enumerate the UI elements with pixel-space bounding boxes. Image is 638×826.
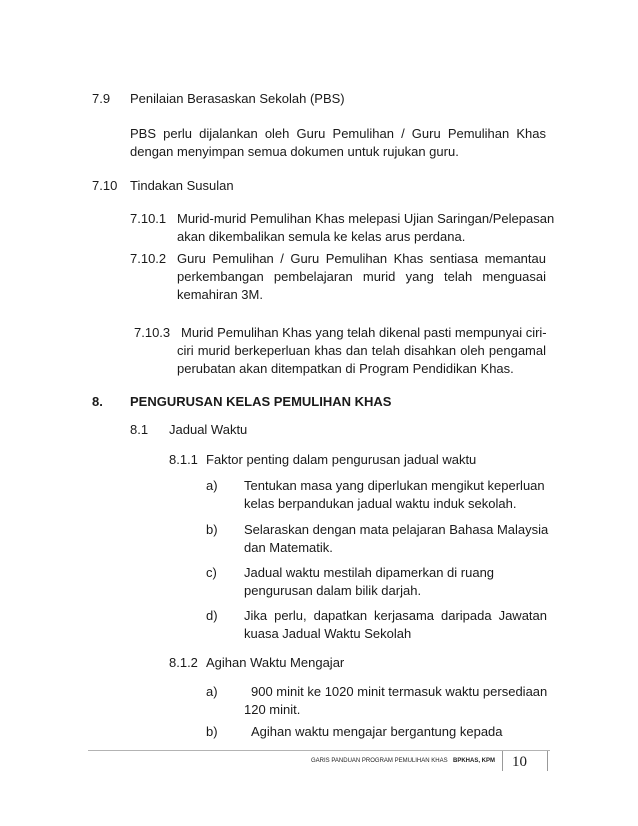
footer-text: GARIS PANDUAN PROGRAM PEMULIHAN KHAS: [311, 758, 448, 764]
list-label: a): [206, 684, 218, 699]
list-item-line: Jadual waktu mestilah dipamerkan di ruang: [244, 565, 495, 580]
list-item-line: 900 minit ke 1020 minit termasuk waktu persediaan: [251, 684, 548, 699]
paragraph-line: PBS perlu dijalankan oleh Guru Pemulihan / Guru Pemulihan Khas: [130, 126, 546, 141]
paragraph-line: Guru Pemulihan / Guru Pemulihan Khas sentiasa memantau: [177, 251, 546, 266]
paragraph-line: kemahiran 3M.: [177, 287, 263, 302]
footer-rule: [88, 750, 550, 751]
footer-org: BPKHAS, KPM: [453, 758, 496, 764]
item-number: 7.10.3: [134, 325, 171, 340]
section-number: 7.10: [92, 178, 118, 193]
list-item-line: Tentukan masa yang diperlukan mengikut keperluan: [244, 478, 545, 493]
list-item-line: pengurusan dalam bilik darjah.: [244, 583, 422, 598]
subsection-number: 8.1.1: [169, 452, 198, 467]
subsection-title: Faktor penting dalam pengurusan jadual waktu: [206, 452, 477, 467]
list-label: a): [206, 478, 218, 493]
section-number: 8.: [92, 394, 103, 409]
subsection-number: 8.1.2: [169, 655, 198, 670]
list-label: d): [206, 608, 218, 623]
item-number: 7.10.1: [130, 211, 167, 226]
list-label: b): [206, 522, 218, 537]
list-item-line: kuasa Jadual Waktu Sekolah: [244, 626, 412, 641]
list-label: b): [206, 724, 218, 739]
subsection-title: Agihan Waktu Mengajar: [206, 655, 345, 670]
item-number: 7.10.2: [130, 251, 167, 266]
footer-divider: [547, 751, 548, 771]
subsection-number: 8.1: [130, 422, 149, 437]
list-item-line: Agihan waktu mengajar bergantung kepada: [251, 724, 503, 739]
paragraph-line: dengan menyimpan semua dokumen untuk rujukan guru.: [130, 144, 459, 159]
list-label: c): [206, 565, 217, 580]
subsection-title: Jadual Waktu: [169, 422, 248, 437]
list-item-line: kelas berpandukan jadual waktu induk sekolah.: [244, 496, 517, 511]
footer-divider: [502, 751, 503, 771]
section-number: 7.9: [92, 91, 111, 106]
section-title: Tindakan Susulan: [130, 178, 234, 193]
list-item-line: Jika perlu, dapatkan kerjasama daripada Jawatan: [244, 608, 547, 623]
paragraph-line: Murid-murid Pemulihan Khas melepasi Ujian Saringan/Pelepasan: [177, 211, 555, 226]
list-item-line: Selaraskan dengan mata pelajaran Bahasa Malaysia: [244, 522, 549, 537]
paragraph-line: Murid Pemulihan Khas yang telah dikenal pasti mempunyai ciri-: [181, 325, 547, 340]
section-title: Penilaian Berasaskan Sekolah (PBS): [130, 91, 345, 106]
paragraph-line: perkembangan pembelajaran murid yang telah menguasai: [177, 269, 546, 284]
list-item-line: 120 minit.: [244, 702, 301, 717]
paragraph-line: perubatan akan ditempatkan di Program Pendidikan Khas.: [177, 361, 514, 376]
list-item-line: dan Matematik.: [244, 540, 333, 555]
section-heading: PENGURUSAN KELAS PEMULIHAN KHAS: [130, 394, 392, 409]
paragraph-line: ciri murid berkeperluan khas dan telah disahkan oleh pengamal: [177, 343, 546, 358]
page-number: 10: [512, 754, 527, 770]
paragraph-line: akan dikembalikan semula ke kelas arus perdana.: [177, 229, 466, 244]
